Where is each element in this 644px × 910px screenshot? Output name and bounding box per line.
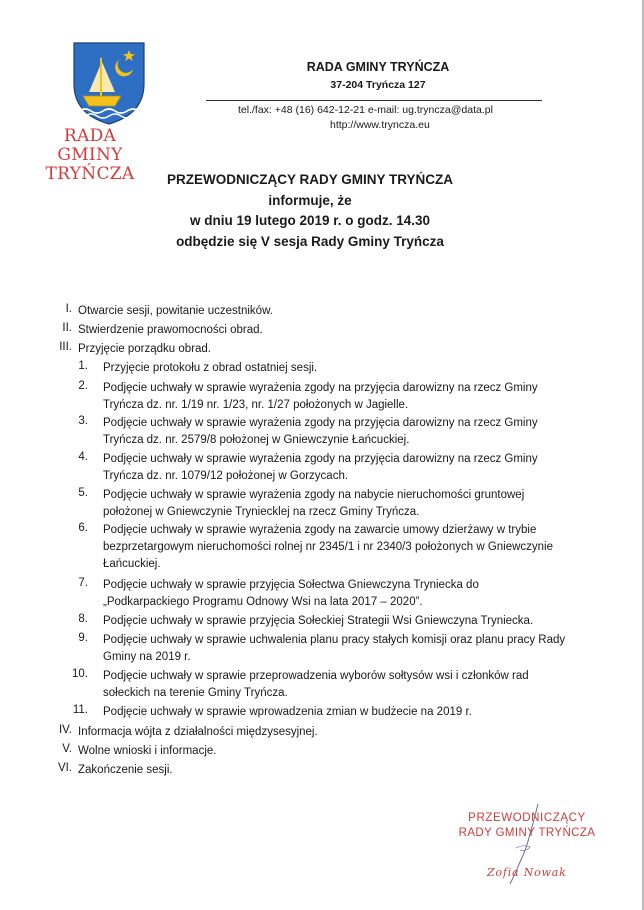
agenda-item-number: III. [59,341,72,353]
sub-item-line: Podjęcie uchwały w sprawie wyrażenia zgody na nabycie nieruchomości gruntowej [103,489,525,501]
org-address: 37-204 Tryńcza 127 [330,79,426,91]
agenda-item: Zakończenie sesji. [78,764,173,776]
announcement-line1: PRZEWODNICZĄCY RADY GMINY TRYŃCZA [166,172,453,187]
sub-item [103,704,573,721]
sub-item-line: Gminy na 2019 r. [103,651,191,663]
agenda-item-number: I. [65,303,72,315]
stamp-title: PRZEWODNICZĄCY [468,812,586,824]
sub-item-line: położonej w Gniewczynie Tryniecklej na rzecz Gminy Tryńcza. [103,506,420,518]
sub-item-line: Tryńcza dz. nr. 2579/8 położonej w Gniewczynie Łańcuckiej. [103,434,410,446]
sub-item-line: Podjęcie uchwały w sprawie wyrażenia zgody na przyjęcia darowizny na rzecz Gminy [103,453,538,465]
sub-item-number: 5. [78,487,88,499]
sub-item [103,577,573,611]
agenda-item: Wolne wnioski i informacje. [78,745,217,757]
sub-item-number: 9. [78,632,88,644]
announcement-line4: odbędzie się V sesja Rady Gminy Tryńcza [176,234,444,249]
announcement-line3: w dniu 19 lutego 2019 r. o godz. 14.30 [189,213,431,228]
sub-item-number: 8. [78,613,88,625]
announcement-line2: informuje, że [268,193,352,208]
sub-item-line: Podjęcie uchwały w sprawie przyjęcia Sołectwa Gniewczyna Tryniecka do [103,579,479,591]
sub-item-line: bezprzetargowym nieruchomości rolnej nr 2345/1 i nr 2340/3 położonych w Gniewczynie [103,541,554,553]
sub-item-number: 2. [78,380,88,392]
sub-item [103,632,573,666]
sub-item-number: 1. [78,360,88,372]
agenda-item: Otwarcie sesji, powitanie uczestników. [78,305,273,317]
sub-item-line: Podjęcie uchwały w sprawie wyrażenia zgody na zawarcie umowy dzierżawy w trybie [103,524,537,536]
sub-item-line: Przyjęcie protokołu z obrad ostatniej sesji. [103,362,318,374]
sub-item-number: 6. [78,522,88,534]
sub-item-line: Łańcuckiej. [103,558,161,570]
contact-line: tel./fax: +48 (16) 642-12-21 e-mail: ug.tryncza@data.pl [238,104,493,116]
agenda-item: Stwierdzenie prawomocności obrad. [78,324,263,336]
sub-item-line: Podjęcie uchwały w sprawie wprowadzenia zmian w budżecie na 2019 r. [103,706,472,718]
agenda-item-number: V. [62,743,72,755]
sub-item-line: „Podkarpackiego Programu Odnowy Wsi na lata 2017 – 2020”. [103,596,423,608]
sub-item-line: Tryńcza dz. nr. 1/19 nr. 1/23, nr. 1/27 położonych w Jagielle. [103,399,409,411]
agenda-item: Przyjęcie porządku obrad. [78,343,211,355]
sub-item-line: Podjęcie uchwały w sprawie uchwalenia planu pracy stałych komisji oraz planu pracy Rady [103,634,566,646]
sub-item-line: Podjęcie uchwały w sprawie przeprowadzenia wyborów sołtysów wsi i członków rad [103,670,529,682]
sub-item-number: 11. [72,704,88,716]
sub-item [103,380,573,414]
stamp-subtitle: RADY GMINY TRYŃCZA [458,827,596,839]
agenda-item-number: IV. [58,724,72,736]
sub-item [103,613,573,630]
org-name: RADA GMINY TRYŃCZA [306,60,450,74]
sub-item-number: 4. [78,451,88,463]
sub-item-number: 3. [78,415,88,427]
sub-item [103,451,573,485]
sub-item-number: 7. [78,577,88,589]
website-link[interactable]: http://www.tryncza.eu [330,119,430,131]
agenda-item-number: VI. [57,762,72,774]
header-divider [206,100,542,101]
sub-item-number: 10. [72,668,88,680]
logo-text-line2: TRYŃCZA [45,164,135,184]
sub-item-line: Podjęcie uchwały w sprawie wyrażenia zgody na przyjęcia darowizny na rzecz Gminy [103,417,538,429]
sub-item [103,668,573,702]
sub-item-line: Podjęcie uchwały w sprawie przyjęcia Sołeckiej Strategii Wsi Gniewczyna Tryniecka. [103,615,534,627]
sub-item-line: Podjęcie uchwały w sprawie wyrażenia zgody na przyjęcia darowizny na rzecz Gminy [103,382,538,394]
sub-item-line: Tryńcza dz. nr. 1079/12 położonej w Gorzycach. [103,470,349,482]
sub-item-line: sołeckich na terenie Gminy Tryńcza. [103,687,288,699]
stamp-name: Zofia Nowak [487,866,567,879]
logo-text-line1: RADA GMINY [57,126,123,165]
sub-item [103,522,573,573]
sub-item [103,487,573,521]
agenda-item: Informacja wójta z działalności międzysesyjnej. [78,726,318,738]
agenda-item-number: II. [62,322,72,334]
sub-item [103,415,573,449]
coat-of-arms-icon [71,40,147,126]
sub-item [103,360,573,377]
